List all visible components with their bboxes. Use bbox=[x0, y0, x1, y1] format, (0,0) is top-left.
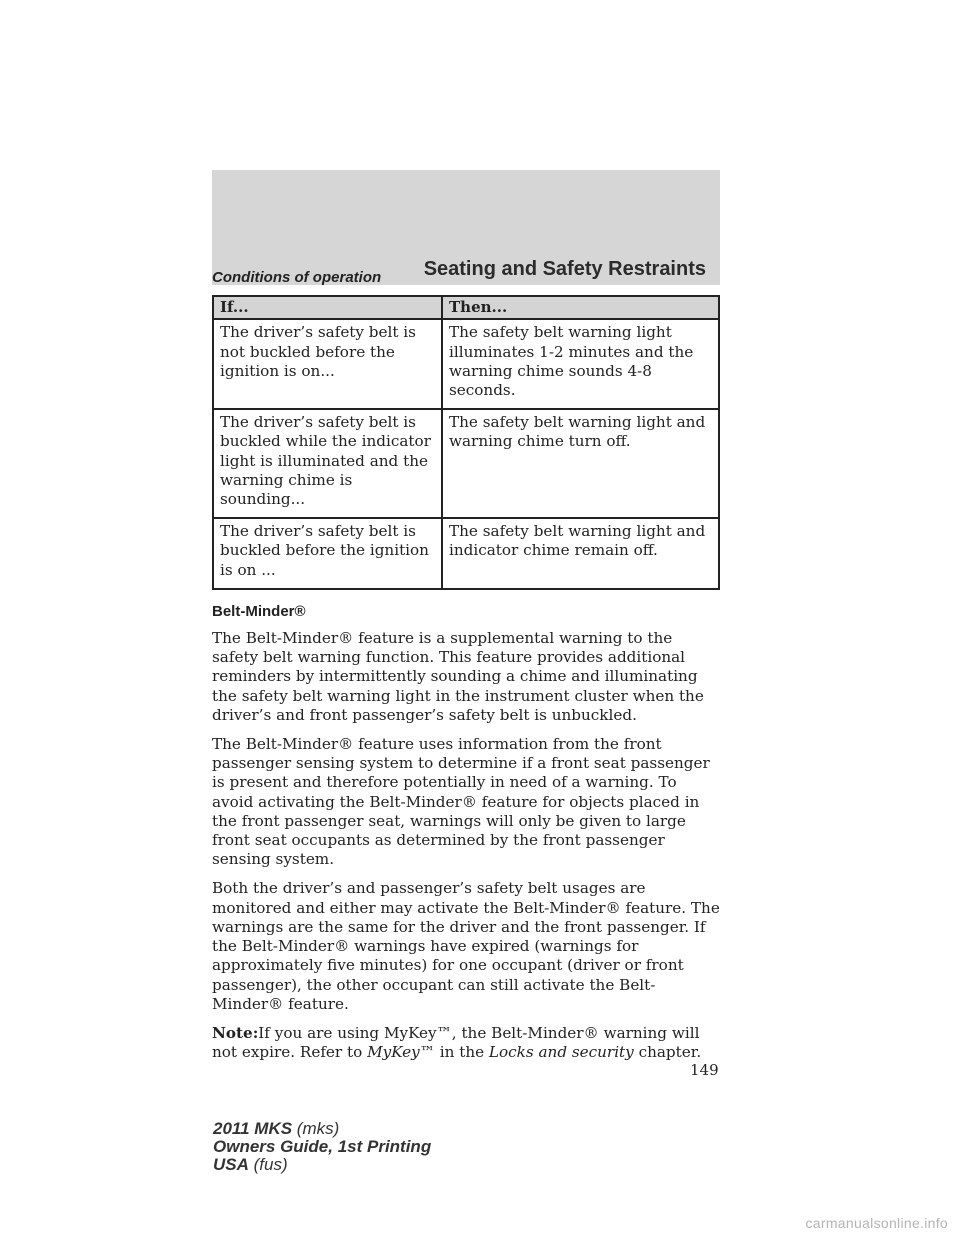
table-cell-result: The safety belt warning light and warning chime turn off. bbox=[442, 409, 719, 518]
note-ref-chapter: Locks and security bbox=[488, 1043, 634, 1062]
section-heading-belt-minder: Belt-Minder® bbox=[212, 602, 306, 620]
table-cell-condition: The driver’s safety belt is buckled before the ignition is on ... bbox=[213, 518, 442, 589]
note-text: If you are using MyKey™, the Belt-Minder® warning will not expire. Refer to bbox=[212, 1023, 700, 1062]
paragraph: The Belt-Minder® feature uses information from the front passenger sensing system to determine if a front seat passenger is present and therefore potentially in need of a warning. To avoid activating the Belt-Minder® feature for objects placed in the front passenger seat, warnings will only be given to large front seat occupants as determined by the front passenger sensing system. bbox=[212, 735, 710, 869]
table-row bbox=[213, 319, 719, 409]
note-paragraph bbox=[212, 1024, 720, 1062]
table-row bbox=[213, 409, 719, 518]
footer-market: USA bbox=[213, 1155, 249, 1174]
footer-market-code: (fus) bbox=[253, 1155, 288, 1174]
note-label: Note: bbox=[212, 1023, 259, 1042]
table-cell-result: The safety belt warning light illuminates 1-2 minutes and the warning chime sounds 4-8 seconds. bbox=[442, 319, 719, 409]
table-cell-condition: The driver’s safety belt is not buckled before the ignition is on... bbox=[213, 319, 442, 409]
page-number: 149 bbox=[690, 1061, 719, 1079]
document-footer bbox=[213, 1120, 431, 1174]
conditions-table bbox=[212, 295, 720, 590]
footer-model: 2011 MKS bbox=[213, 1119, 293, 1138]
note-text: in the bbox=[434, 1043, 489, 1062]
table-header-row bbox=[213, 296, 719, 319]
table-header-then: Then... bbox=[442, 296, 719, 319]
note-text: chapter. bbox=[633, 1043, 702, 1062]
table-row bbox=[213, 518, 719, 589]
chapter-title: Seating and Safety Restraints bbox=[423, 258, 706, 280]
table-cell-condition: The driver’s safety belt is buckled while the indicator light is illuminated and the warning chime is sounding... bbox=[213, 409, 442, 518]
footer-line bbox=[213, 1120, 431, 1138]
paragraph: The Belt-Minder® feature is a supplemental warning to the safety belt warning function. This feature provides additional reminders by intermittently sounding a chime and illuminating the safety belt warning light in the instrument cluster when the driver’s and front passenger’s safety belt is unbuckled. bbox=[212, 629, 704, 724]
page-content bbox=[212, 268, 720, 1072]
section-heading-conditions: Conditions of operation bbox=[212, 269, 382, 286]
footer-model-code: (mks) bbox=[296, 1119, 340, 1138]
watermark: carmanualsonline.info bbox=[805, 1215, 948, 1231]
paragraph: Both the driver’s and passenger’s safety belt usages are monitored and either may activate the Belt-Minder® feature. The warnings are the same for the driver and the front passenger. If the Belt-Minder® warnings have expired (warnings for approximately five minutes) for one occupant (driver or front passenger), the other occupant can still activate the Belt-Minder® feature. bbox=[212, 879, 720, 1013]
footer-edition: Owners Guide, 1st Printing bbox=[213, 1137, 432, 1156]
table-cell-result: The safety belt warning light and indicator chime remain off. bbox=[442, 518, 719, 589]
table-header-if: If... bbox=[213, 296, 442, 319]
footer-line bbox=[213, 1156, 431, 1174]
note-ref-mykey: MyKey™ bbox=[367, 1043, 435, 1062]
